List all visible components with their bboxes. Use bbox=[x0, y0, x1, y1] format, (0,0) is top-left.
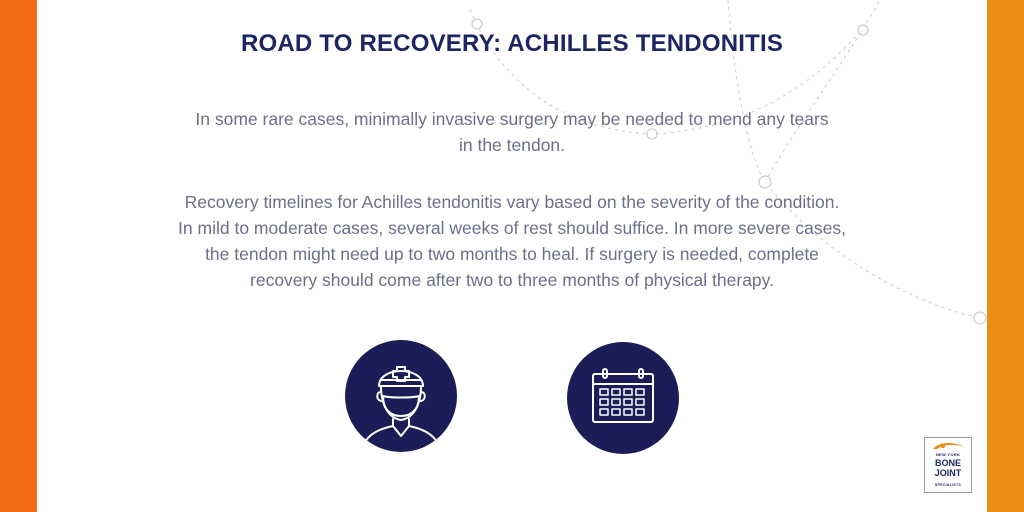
logo-line-joint: JOINT bbox=[934, 468, 962, 478]
company-logo bbox=[924, 437, 972, 493]
paragraph-line: in the tendon. bbox=[458, 135, 566, 155]
paragraph-line: recovery should come after two to three months of physical therapy. bbox=[250, 270, 774, 290]
paragraph-line: the tendon might need up to two months to heal. If surgery is needed, complete bbox=[205, 244, 819, 264]
logo-line-bone: BONE bbox=[934, 458, 961, 468]
logo-line-new-york: NEW YORK bbox=[935, 452, 961, 457]
paragraph-surgery bbox=[115, 106, 909, 158]
logo-swoosh-icon bbox=[931, 441, 967, 451]
logo-line-specialists: SPECIALISTS bbox=[934, 483, 962, 487]
logo-bone-joint bbox=[925, 458, 971, 478]
page-title: ROAD TO RECOVERY: ACHILLES TENDONITIS bbox=[240, 30, 784, 57]
paragraph-line: In mild to moderate cases, several weeks of rest should suffice. In more severe cases, bbox=[178, 218, 846, 238]
paragraph-recovery-timeline bbox=[115, 189, 909, 293]
doctor-icon bbox=[345, 340, 457, 452]
paragraph-line: Recovery timelines for Achilles tendonitis vary based on the severity of the condition. bbox=[184, 192, 840, 212]
paragraph-line: In some rare cases, minimally invasive surgery may be needed to mend any tears bbox=[195, 109, 829, 129]
calendar-icon bbox=[567, 342, 679, 454]
